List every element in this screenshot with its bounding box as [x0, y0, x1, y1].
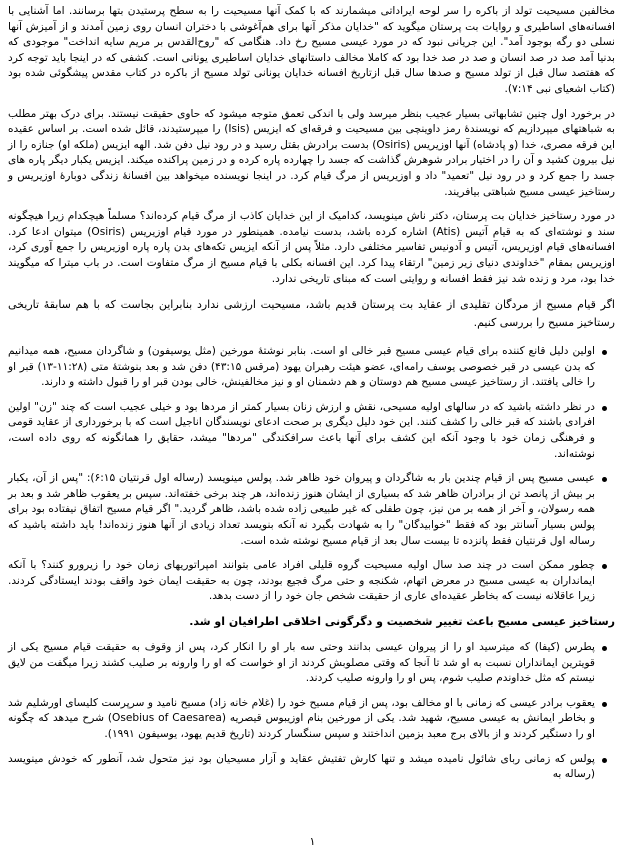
bullet-icon [602, 350, 607, 355]
page-number: ۱ [309, 835, 316, 848]
paragraph-isis-osiris: در برخورد اول چنین تشابهاتی بسیار عجیب بنظر میرسد ولی با اندکی تعمق متوجه میشود که حاوی حقیقت نیستند. برای درک بهتر مطلب به شباهتهای میپردازیم که نویسندهٔ رمز داوینچی بین مسیحیت و فرقه‌ای که ایزیس (Isis) را میپرستیدند، قائل شده است. بر اساس عقیده این فرقه مصری، خدا (و پادشاه) آنها اوزیریس (Osiris) بدست برادرش بقتل رسید و در رود نیل دفن شد. الهه ایزیس (ملکه او) جنازه را از نیل بیرون کشید و آن را در اختیار برادر شوهرش گذاشت که جسد را چهارده پاره کرده و در زمین پراکنده میکند. ایزیس یکبار دیگر پاره های جسد را جمع کرد و در رود نیل "تعمید" داد و اوزیریس از مرگ قیام کرد. در اینجا نویسنده میخواهد بین افسانهٔ زندگی دوبارهٔ اوزیریس و رستاخیز عیسی مسیح شباهتی بیافریند. [8, 107, 615, 198]
paragraph-pagan-resurrection: در مورد رستاخیز خدایان بت پرستان، دکتر ناش مینویسد، کدامیک از این خدایان کاذب از مرگ قیام کرده‌اند؟ مسلماً هیچکدام زیرا هیچگونه سند و نوشته‌ای که به قیام آتیس (Atis) اشاره کرده باشد، بدست نیامده. همینطور در مورد قیام اوزیریس (Osiris) میتوان ادعا کرد. افسانه‌های قیام اوزیریس، آتیس و آدونیس تفاسیر مختلفی دارد. مثلاً پس از آنکه ایزیس تکه‌های بدن پاره پاره اوزیریس را جمع آوری کرد، اوزیریس بمقام "خداوندی دنیای زیر زمین" ارتقاء پیدا کرد. این افسانه بکلی با قیام مسیح از مرگ متفاوت است. در باب میترا که میگویند خدا بود، مرد و زنده شد نیز فقط افسانه و روایتی است که مبنای تاریخی ندارد. [8, 210, 615, 285]
transformation-list [8, 640, 615, 783]
list-item: در نظر داشته باشید که در سالهای اولیه مسیحی، نقش و ارزش زنان بسیار کمتر از مردها بود و خیلی عجیب است که چند "زن" اولین افرادی باشند که قبر خالی را کشف کنند. این خود دلیل دیگری بر صحت ادعای نویسندگان اناجیل است که با برخورداری از عقاید قومی و فرهنگی زمان خود با وجود آنکه این کشف برای آنها باعث سرافکندگی "مردها" میشد، حقایق را همانگونه که روی داده است، نوشته‌اند. [8, 400, 607, 462]
list-item: پطرس (کیفا) که میترسید او را از پیروان عیسی بدانند وحتی سه بار او را انکار کرد، پس از وقوف به حقیقت قیام مسیح یکی از قویترین ایمانداران نسبت به او شد تا آنجا که وقتی مصلوبش کردند از او خواست که او را وارونه بر صلیب کشند زیرا میگفت من لایق نیستم که مثل خداوندم صلیب شوم، پس او را وارونه صلیب کردند. [8, 640, 607, 687]
list-item: یعقوب برادر عیسی که زمانی با او مخالف بود، پس از قیام مسیح خود را (غلام خانه زاد) مسیح نامید و سرپرست کلیسای اورشلیم شد و بخاطر ایمانش به عیسی مسیح، شهید شد. یکی از مورخین بنام اوزیبوس قیصریه (Osebius of Caesarea) شرح میدهد که چگونه او را دستگیر کردند و از بالای برج معبد بزمین انداختند و سپس سنگسار کردند (تاریخ قدیم یهود، یوسیفون ۱۹۹۱). [8, 696, 607, 743]
list-item: اولین دلیل قانع کننده برای قیام عیسی مسیح قبر خالی او است. بنابر نوشتهٔ مورخین (مثل یوسیفون) و شاگردان مسیح، همه میدانیم که بدن عیسی در قبر خصوصی یوسف رامه‌ای، عضو هیئت رهبران یهود (مرقس ۴۳:۱۵) دفن شد و بعد بنوشتهٔ متی (۱۱:۲۸-۱۳) قبر او را خالی یافتند. از رستاخیز عیسی مسیح هم دوستان و هم دشمنان او و نیز مخالفینش، خالی بودن قبر او را قبول داشته و دارند. [8, 344, 607, 391]
list-item: عیسی مسیح پس از قیام چندین بار به شاگردان و پیروان خود ظاهر شد. پولس مینویسد (رساله اول قرنتیان ۶:۱۵): "پس از آن، یکبار بر بیش از پانصد تن از برادران ظاهر شد که بسیاری از ایشان هنوز زنده‌اند، هر چند برخی خفته‌اند. سپس بر یعقوب ظاهر شد و بعد بر همه رسولان، و آخر از همه بر من نیز، چون طفلی که غیر طبیعی زاده شده باشد، ظاهر گردید." اگر قیام مسیح اتفاق نیفتاده بود برای پولس بسیار آسانتر بود که فقط "خوابیدگان" را به شهادت بگیرد نه آنکه بنویسد تعداد زیادی از آنها هنوز زنده‌اند! باید داشته باشید که رساله اول قرنتیان فقط پانزده تا بیست سال بعد از قیام مسیح نوشته شده است. [8, 471, 607, 549]
bullet-icon [602, 702, 607, 707]
paragraph-historical-review: اگر قیام مسیح از مردگان تقلیدی از عقاید بت پرستان قدیم باشد، مسیحیت ارزشی ندارد بنابراین بجاست که با هم سابقهٔ تاریخی رستاخیز مسیح را بررسی کنیم. [8, 298, 615, 330]
list-item: چطور ممکن است در چند صد سال اولیه مسیحیت گروه قلیلی افراد عامی بتوانند امپراتوریهای زمان خود را زیرورو کنند؟ با آنکه ایمانداران به عیسی مسیح در معرض اتهام، شکنجه و حتی مرگ فجیع بودند، چون به حقیقت ایمان خود واقف بودند ایستادگی کردند. زیرا عاقلانه نیست که بخاطر عقیده‌ای عاری از حقیقت شخص جان خود را از دست بدهد. [8, 558, 607, 605]
bullet-icon [602, 477, 607, 482]
paragraph-virgin-birth: مخالفین مسیحیت تولد از باکره را سر لوحه ایراداتی میشمارند که با کمک آنها مسیحیت را به سطح پرستیدن بتها برسانند. اما آشنایی با افسانه‌های اساطیری و روایات بت پرستان میگوید که "خدایان مذکر آنها برای هم‌آغوشی با دختران انسان روی زمین آمدند و از آمیزش آنها نسلی دو رگه بوجود آمد". این جریانی نبود که در مورد عیسی مسیح رخ داد. هنگامی که "روح‌القدس بر مریم سایه انداخت" موجودی که بدنیا آمد صد در صد انسان و صد در صد خدا بود که کاملا مخالف داستانهای خدایان اساطیری یونانی است. کشفی که در اینجا باید توجه کرد که هفتصد سال قبل از تولد مسیح و صدها سال قبل ازتاریخ افسانه خدایان یونانی تولد مسیح از باکره در کتاب مقدس پیشگوئی شده بود (کتاب اشعیای نبی ۷:۱۴). [8, 5, 615, 95]
bullet-icon [602, 406, 607, 411]
list-item: پولس که زمانی ربای شائول نامیده میشد و تنها کارش تفتیش عقاید و آزار مسیحیان بود نیز متحول شد، آنطور که خودش مینویسد (رساله به [8, 752, 607, 783]
bullet-icon [602, 564, 607, 569]
bullet-icon [602, 758, 607, 763]
bullet-icon [602, 646, 607, 651]
evidence-list [8, 344, 615, 605]
section-heading: رستاخیز عیسی مسیح باعث تغییر شخصیت و دگرگونی اخلاقی اطرافیان او شد. [189, 615, 615, 628]
